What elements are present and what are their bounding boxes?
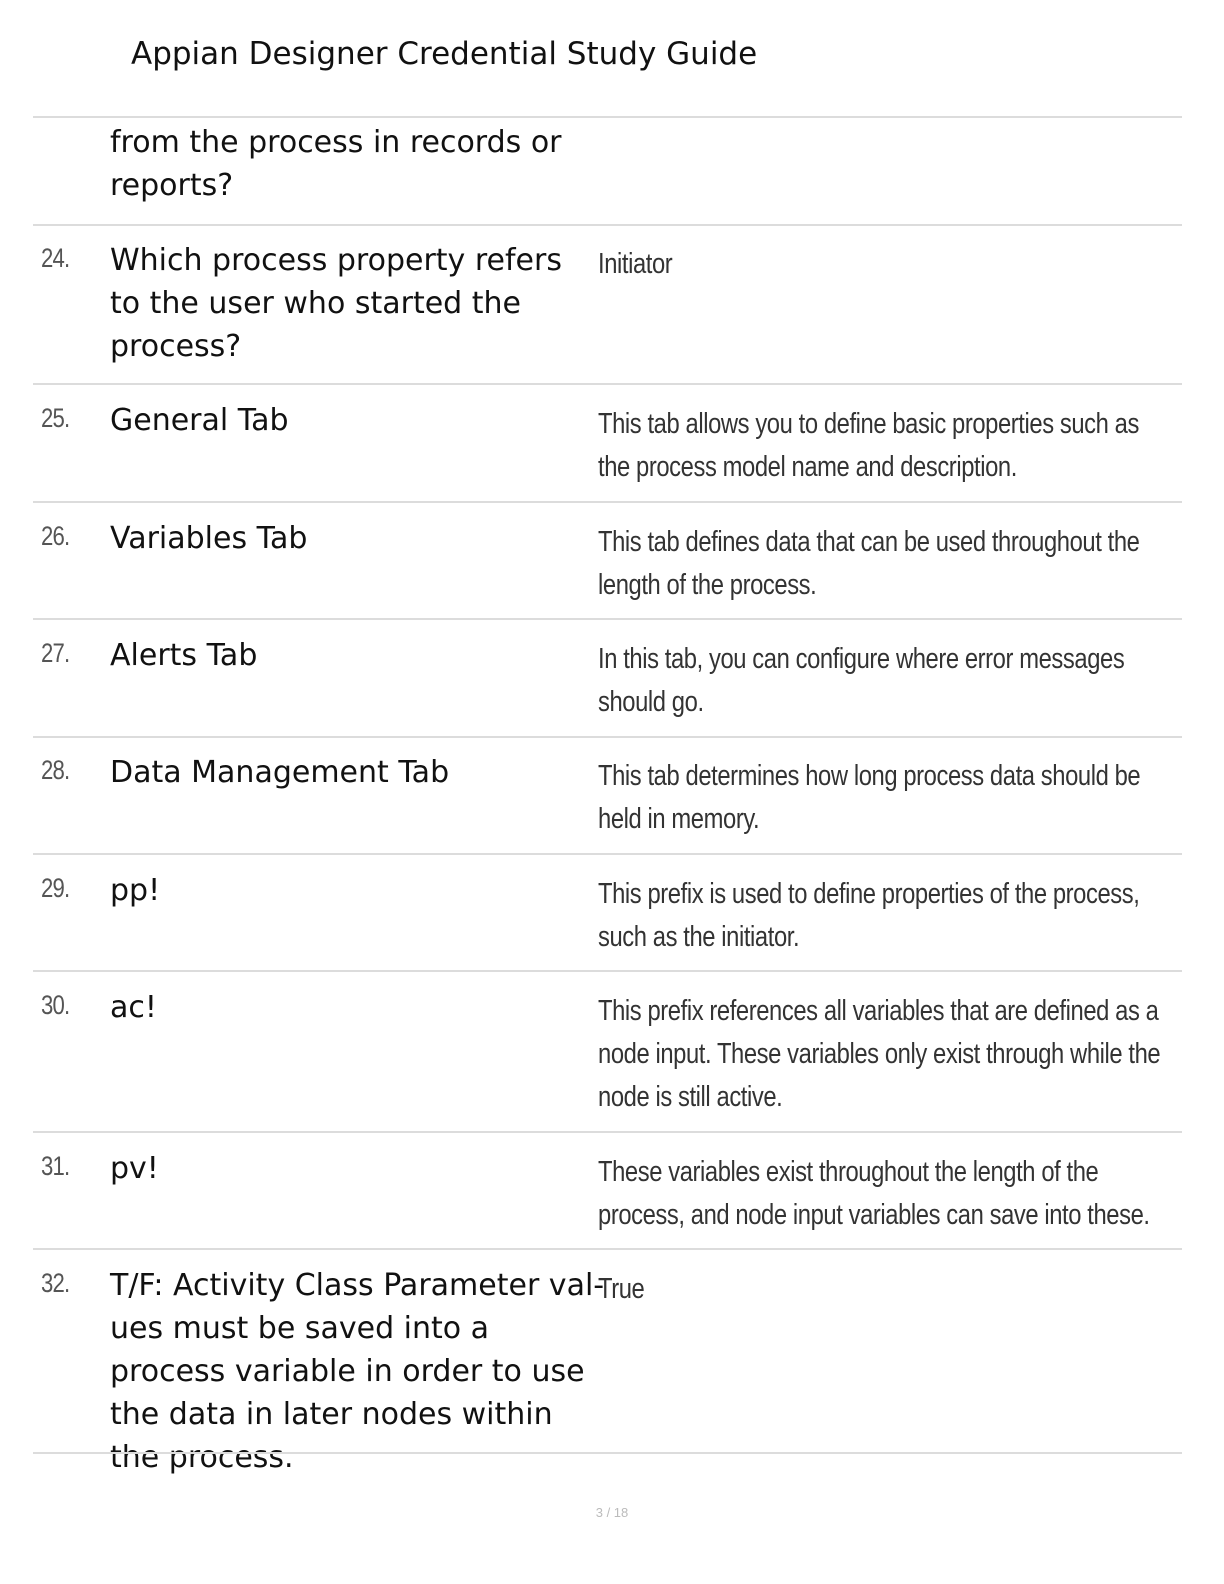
item-answer: This prefix references all variables that are defined as a node input. These variables only exist through while the node is still active. [598, 995, 1161, 1113]
item-number: 30. [41, 990, 70, 1020]
item-number: 25. [41, 403, 70, 433]
item-answer: These variables exist throughout the length of the process, and node input variables can save into these. [598, 1156, 1150, 1231]
item-question: Which process property refers to the user who started the process? [110, 243, 562, 364]
item-number: 24. [41, 243, 70, 273]
item-answer: This prefix is used to define properties of the process, such as the initiator. [598, 878, 1140, 953]
item-number: 32. [41, 1268, 70, 1298]
item-answer: This tab allows you to define basic properties such as the process model name and description. [598, 408, 1139, 483]
item-answer: In this tab, you can configure where error messages should go. [598, 643, 1125, 718]
divider [33, 1452, 1182, 1454]
page-number: 3 / 18 [595, 1505, 629, 1520]
divider [33, 853, 1182, 855]
item-number: 29. [41, 873, 70, 903]
divider [33, 501, 1182, 503]
continuation-question: from the process in records or reports? [110, 125, 562, 203]
item-question: Data Management Tab [110, 755, 450, 790]
document-title: Appian Designer Credential Study Guide [131, 36, 758, 72]
item-question: pv! [110, 1151, 159, 1186]
item-answer: True [598, 1273, 645, 1305]
divider [33, 736, 1182, 738]
item-question: Alerts Tab [110, 638, 258, 673]
item-answer: This tab determines how long process data should be held in memory. [598, 760, 1141, 835]
item-question: ac! [110, 990, 157, 1025]
item-question: pp! [110, 873, 161, 908]
divider [33, 970, 1182, 972]
item-number: 27. [41, 638, 70, 668]
divider [33, 116, 1182, 118]
divider [33, 1131, 1182, 1133]
item-question: T/F: Activity Class Parameter val- ues must be saved into a process variable in order to use the data in later nodes within the process. [110, 1268, 605, 1475]
item-question: Variables Tab [110, 521, 308, 556]
divider [33, 1248, 1182, 1250]
item-answer: This tab defines data that can be used throughout the length of the process. [598, 526, 1140, 601]
item-number: 26. [41, 521, 70, 551]
item-number: 28. [41, 755, 70, 785]
item-number: 31. [41, 1151, 70, 1181]
divider [33, 224, 1182, 226]
divider [33, 618, 1182, 620]
item-question: General Tab [110, 403, 289, 438]
item-answer: Initiator [598, 248, 673, 280]
divider [33, 383, 1182, 385]
